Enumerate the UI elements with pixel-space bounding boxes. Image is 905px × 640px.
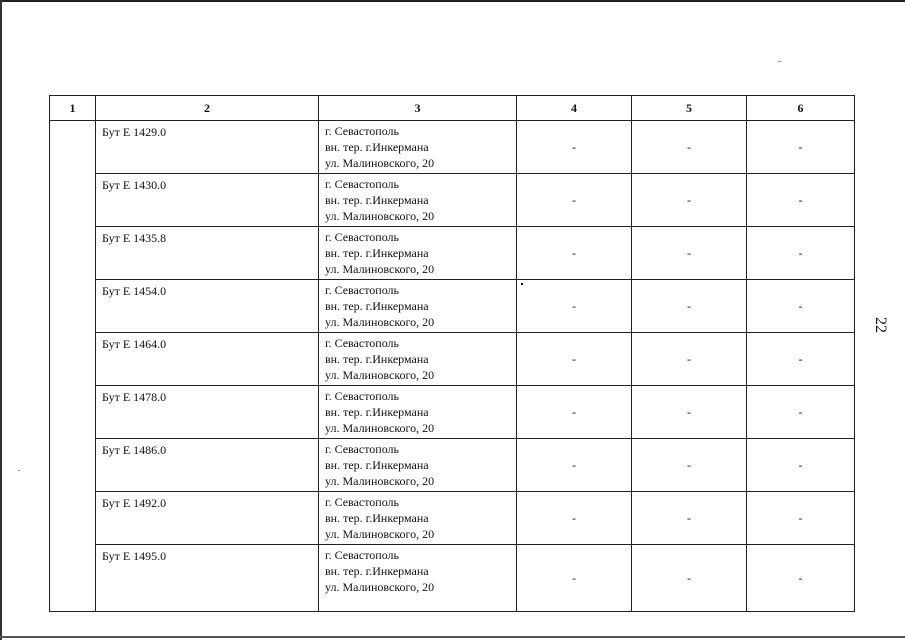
object-name-cell: Бут Е 1492.0 [96, 492, 319, 545]
col4-cell: - [517, 545, 632, 612]
col6-cell: - [747, 121, 855, 174]
col6-cell: - [747, 280, 855, 333]
address-city: г. Севастополь [325, 389, 400, 403]
col5-cell: - [632, 386, 747, 439]
column-header-5: 5 [632, 96, 747, 121]
address-territory: вн. тер. г.Инкермана [325, 299, 429, 313]
table-row [50, 439, 855, 492]
col4-cell: - [517, 174, 632, 227]
col6-cell: - [747, 227, 855, 280]
table-row [50, 333, 855, 386]
col6-cell: - [747, 492, 855, 545]
table-row [50, 174, 855, 227]
object-name-cell: Бут Е 1435.8 [96, 227, 319, 280]
address-city: г. Севастополь [325, 124, 400, 138]
address-cell [319, 121, 517, 174]
address-territory: вн. тер. г.Инкермана [325, 458, 429, 472]
address-street: ул. Малиновского, 20 [325, 474, 435, 488]
col5-cell: - [632, 439, 747, 492]
scan-edge-bottom [0, 636, 905, 638]
address-street: ул. Малиновского, 20 [325, 580, 435, 594]
address-territory: вн. тер. г.Инкермана [325, 564, 429, 578]
col4-cell: - [517, 386, 632, 439]
col5-cell: - [632, 545, 747, 612]
col5-cell: - [632, 333, 747, 386]
address-city: г. Севастополь [325, 442, 400, 456]
address-street: ул. Малиновского, 20 [325, 421, 435, 435]
col4-cell: - [517, 227, 632, 280]
address-city: г. Севастополь [325, 336, 400, 350]
col4-cell: - [517, 121, 632, 174]
object-name-cell: Бут Е 1429.0 [96, 121, 319, 174]
scan-artifact-speck [778, 61, 781, 62]
object-name-cell: Бут Е 1464.0 [96, 333, 319, 386]
col5-cell: - [632, 227, 747, 280]
scan-artifact-speck [18, 470, 20, 471]
page-number: 22 [872, 317, 889, 333]
col6-cell: - [747, 174, 855, 227]
address-street: ул. Малиновского, 20 [325, 315, 435, 329]
address-cell [319, 174, 517, 227]
col6-cell: - [747, 333, 855, 386]
col5-cell: - [632, 280, 747, 333]
table-row [50, 227, 855, 280]
table-row [50, 121, 855, 174]
col4-cell: - [517, 492, 632, 545]
col5-cell: - [632, 121, 747, 174]
col5-cell: - [632, 174, 747, 227]
address-city: г. Севастополь [325, 283, 400, 297]
col4-cell: - [517, 333, 632, 386]
address-city: г. Севастополь [325, 230, 400, 244]
col6-cell: - [747, 386, 855, 439]
address-city: г. Севастополь [325, 495, 400, 509]
address-cell [319, 386, 517, 439]
index-cell [50, 121, 96, 612]
column-header-1: 1 [50, 96, 96, 121]
table-row [50, 545, 855, 612]
address-street: ул. Малиновского, 20 [325, 156, 435, 170]
address-street: ул. Малиновского, 20 [325, 262, 435, 276]
table-row [50, 386, 855, 439]
col4-cell: - [517, 439, 632, 492]
address-city: г. Севастополь [325, 177, 400, 191]
address-cell [319, 280, 517, 333]
object-name-cell: Бут Е 1495.0 [96, 545, 319, 612]
col5-cell: - [632, 492, 747, 545]
table-row [50, 492, 855, 545]
col4-cell: - [517, 280, 632, 333]
address-city: г. Севастополь [325, 548, 400, 562]
address-territory: вн. тер. г.Инкермана [325, 246, 429, 260]
address-cell [319, 492, 517, 545]
address-street: ул. Малиновского, 20 [325, 368, 435, 382]
object-name-cell: Бут Е 1478.0 [96, 386, 319, 439]
address-cell [319, 333, 517, 386]
address-cell [319, 545, 517, 612]
address-street: ул. Малиновского, 20 [325, 527, 435, 541]
object-name-cell: Бут Е 1430.0 [96, 174, 319, 227]
registry-table [49, 95, 855, 612]
col6-cell: - [747, 545, 855, 612]
object-name-cell: Бут Е 1486.0 [96, 439, 319, 492]
address-territory: вн. тер. г.Инкермана [325, 511, 429, 525]
address-territory: вн. тер. г.Инкермана [325, 193, 429, 207]
table-row [50, 280, 855, 333]
column-header-6: 6 [747, 96, 855, 121]
address-territory: вн. тер. г.Инкермана [325, 352, 429, 366]
address-cell [319, 439, 517, 492]
address-cell [319, 227, 517, 280]
scan-artifact-dot [521, 283, 523, 285]
column-header-2: 2 [96, 96, 319, 121]
scan-edge-top [0, 0, 905, 2]
address-territory: вн. тер. г.Инкермана [325, 140, 429, 154]
address-territory: вн. тер. г.Инкермана [325, 405, 429, 419]
column-header-4: 4 [517, 96, 632, 121]
object-name-cell: Бут Е 1454.0 [96, 280, 319, 333]
scan-edge-left [0, 0, 2, 640]
address-street: ул. Малиновского, 20 [325, 209, 435, 223]
col6-cell: - [747, 439, 855, 492]
column-header-3: 3 [319, 96, 517, 121]
table-header-row [50, 96, 855, 121]
